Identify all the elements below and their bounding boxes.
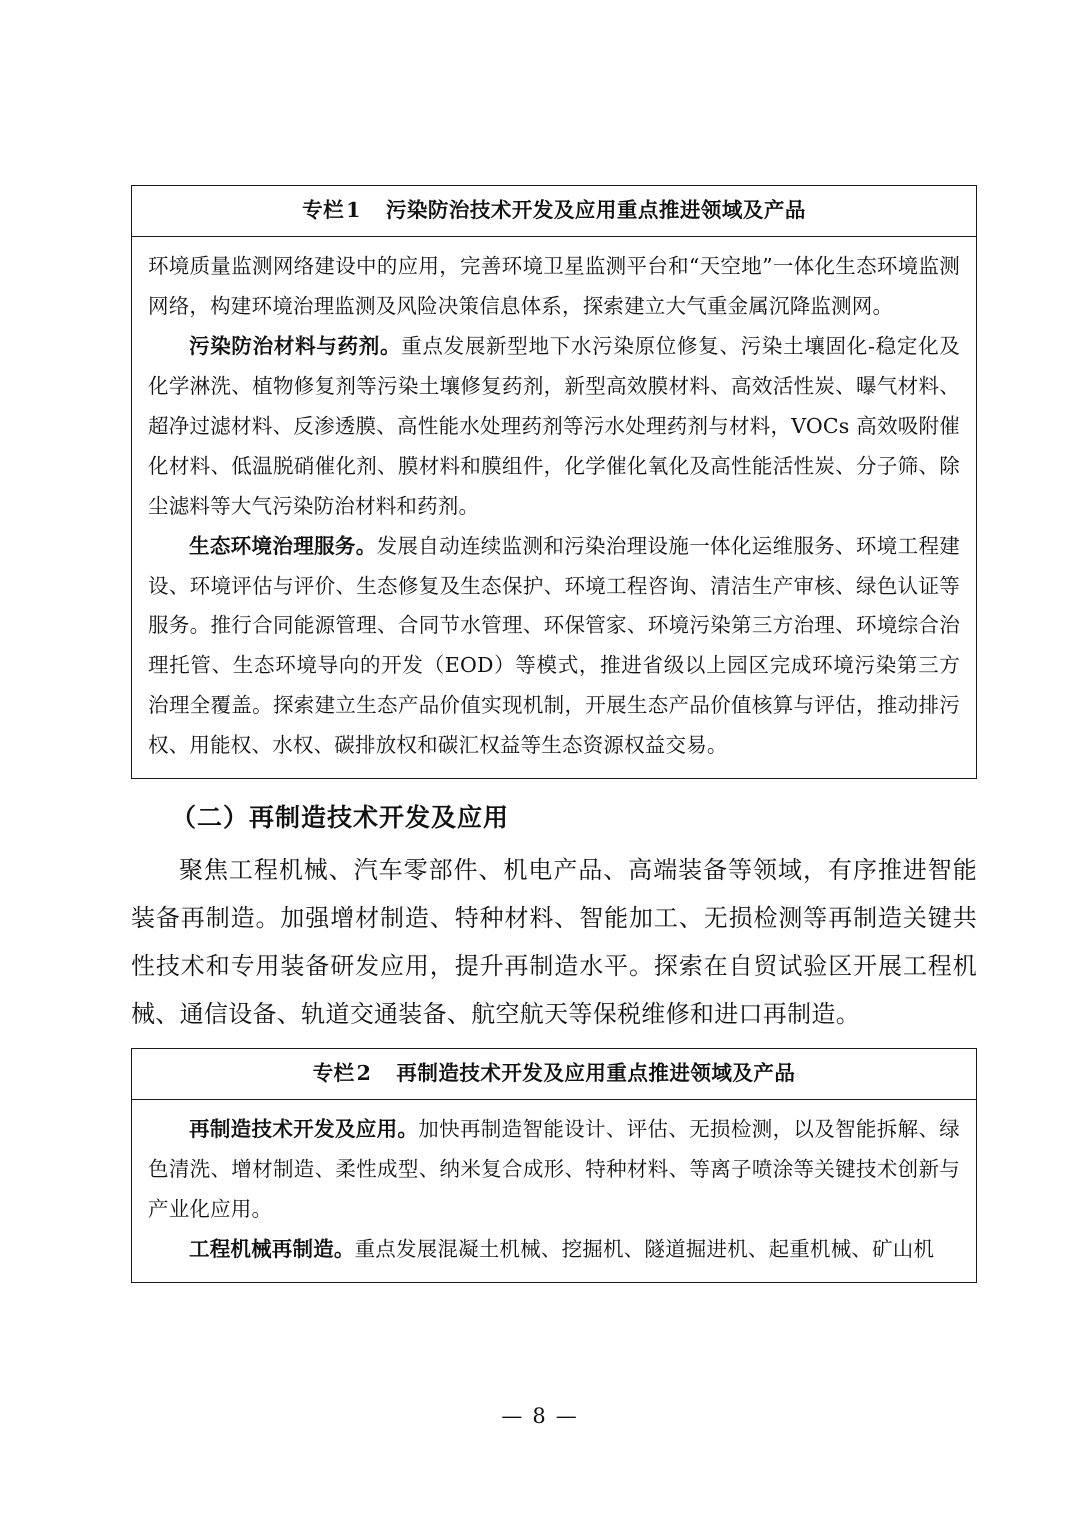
footer-dash-left: —	[501, 1404, 525, 1428]
page-content	[131, 185, 977, 1283]
callout-1-paragraph-2	[148, 327, 960, 527]
section-paragraph: 聚焦工程机械、汽车零部件、机电产品、高端装备等领域，有序推进智能装备再制造。加强增材制造、特种材料、智能加工、无损检测等再制造关键共性技术和专用装备研发应用，提升再制造水平。探索在自贸试验区开展工程机械、通信设备、轨道交通装备、航空航天等保税维修和进口再制造。	[131, 855, 977, 1028]
callout-box-2-title	[132, 1049, 976, 1100]
callout-2-paragraph-2	[148, 1230, 960, 1270]
callout-1-paragraph-3	[148, 527, 960, 767]
callout-1-title-text: 污染防治技术开发及应用重点推进领域及产品	[385, 198, 806, 222]
callout-2-paragraph-1-text: 加快再制造智能设计、评估、无损检测，以及智能拆解、绿色清洗、增材制造、柔性成型、纳米复合成形、特种材料、等离子喷涂等关键技术创新与产业化应用。	[148, 1116, 961, 1221]
callout-box-1-title	[132, 186, 976, 237]
callout-1-paragraph-1	[148, 247, 960, 327]
callout-2-paragraph-2-text: 重点发展混凝土机械、挖掘机、隧道掘进机、起重机械、矿山机	[354, 1236, 935, 1261]
footer-dash-right: —	[555, 1404, 579, 1428]
callout-2-title-number: 2	[356, 1060, 372, 1085]
callout-1-paragraph-1-text: 环境质量监测网络建设中的应用，完善环境卫星监测平台和“天空地”一体化生态环境监测网络，构建环境治理监测及风险决策信息体系，探索建立大气重金属沉降监测网。	[148, 253, 960, 318]
page-footer	[0, 1404, 1080, 1428]
callout-2-paragraph-2-lead: 工程机械再制造。	[189, 1236, 355, 1261]
callout-1-paragraph-2-text: 重点发展新型地下水污染原位修复、污染土壤固化-稳定化及化学淋洗、植物修复剂等污染土壤修复药剂，新型高效膜材料、高效活性炭、曝气材料、超净过滤材料、反渗透膜、高性能水处理药剂等污水处理药剂与材料，VOCs 高效吸附催化材料、低温脱硝催化剂、膜材料和膜组件，化学催化氧化及高性能活性炭、分子筛、除尘滤料等大气污染防治材料和药剂。	[148, 333, 960, 518]
callout-1-title-prefix: 专栏	[302, 198, 345, 222]
callout-1-title-number: 1	[346, 198, 361, 222]
callout-box-1	[131, 185, 977, 779]
callout-1-paragraph-3-text: 发展自动连续监测和污染治理设施一体化运维服务、环境工程建设、环境评估与评价、生态修复及生态保护、环境工程咨询、清洁生产审核、绿色认证等服务。推行合同能源管理、合同节水管理、环保管家、环境污染第三方治理、环境综合治理托管、生态环境导向的开发（EOD）等模式，推进省级以上园区完成环境污染第三方治理全覆盖。探索建立生态产品价值实现机制，开展生态产品价值核算与评估，推动排污权、用能权、水权、碳排放权和碳汇权益等生态资源权益交易。	[148, 533, 960, 758]
callout-2-title-text: 再制造技术开发及应用重点推进领域及产品	[396, 1060, 796, 1085]
section-heading: （二）再制造技术开发及应用	[171, 803, 510, 833]
callout-2-paragraph-1-lead: 再制造技术开发及应用。	[189, 1116, 419, 1141]
callout-1-paragraph-3-lead: 生态环境治理服务。	[189, 533, 377, 558]
page-number: 8	[532, 1404, 548, 1428]
callout-1-paragraph-2-lead: 污染防治材料与药剂。	[189, 333, 402, 358]
callout-box-2-body	[132, 1100, 976, 1282]
callout-2-title-prefix: 专栏	[312, 1060, 355, 1085]
callout-box-2	[131, 1048, 977, 1283]
callout-2-paragraph-1	[148, 1110, 960, 1230]
callout-box-1-body	[132, 237, 976, 779]
